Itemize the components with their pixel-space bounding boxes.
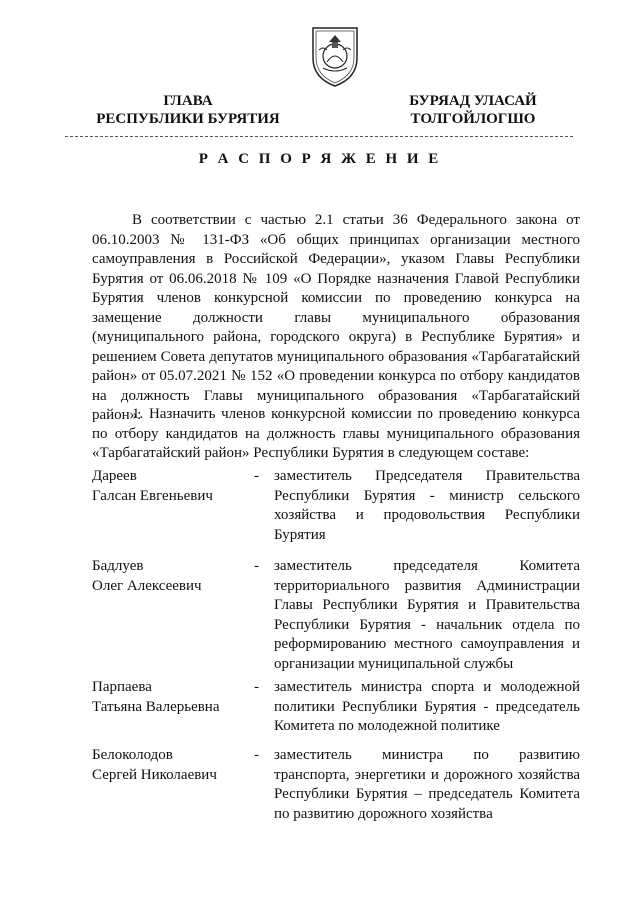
member-position: заместитель министра по развитию транспорта, энергетики и дорожного хозяйства Республики Бурятия – председатель Комитета по развитию дорожного хозяйства xyxy=(274,747,580,822)
member-surname: Дареев xyxy=(92,468,137,484)
member-surname: Парпаева xyxy=(92,679,152,695)
member-dash: - xyxy=(254,558,259,574)
header-right-line1: БУРЯАД УЛАСАЙ xyxy=(409,93,537,109)
member-name xyxy=(92,746,242,785)
coat-of-arms-icon xyxy=(305,24,365,88)
document-title: Р А С П О Р Я Ж Е Н И Е xyxy=(198,151,442,167)
member-name xyxy=(92,557,242,596)
member-given-name: Галсан Евгеньевич xyxy=(92,487,213,504)
member-dash: - xyxy=(254,679,259,695)
member-name xyxy=(92,467,242,506)
header-left xyxy=(88,92,288,128)
header-right xyxy=(388,92,558,128)
member-position: заместитель министра спорта и молодежной политики Республики Бурятия - председатель Комитета по молодежной политике xyxy=(274,679,580,734)
preamble-paragraph: В соответствии с частью 2.1 статьи 36 Федерального закона от 06.10.2003 № 131-ФЗ «Об общих принципах организации местного самоуправления в Российской Федерации», указом Главы Республики Бурятия от 06.06.2018 № 109 «О Порядке назначения Главой Республики Бурятия членов конкурсной комиссии по проведению конкурса на замещение должности главы муниципального образования (муниципального района, городского округа) в Республике Бурятия» и решением Совета депутатов муниципального образования «Тарбагатайский район» от 05.07.2021 № 152 «О проведении конкурса по отбору кандидатов на должность Главы муниципального образования «Тарбагатайский район»: xyxy=(92,212,580,423)
member-position: заместитель Председателя Правительства Республики Бурятия - министр сельского хозяйства и продовольствия Республики Бурятия xyxy=(274,468,580,543)
member-dash: - xyxy=(254,468,259,484)
member-dash: - xyxy=(254,747,259,763)
member-surname: Белоколодов xyxy=(92,747,173,763)
member-given-name: Сергей Николаевич xyxy=(92,766,217,783)
header-divider xyxy=(65,136,573,137)
header-right-line2: ТОЛГОЙЛОГШО xyxy=(410,111,536,127)
member-surname: Бадлуев xyxy=(92,558,144,574)
point-1-paragraph: 1. Назначить членов конкурсной комиссии по проведению конкурса по отбору кандидатов на должность главы муниципального образования «Тарбагатайский район» Республики Бурятия в следующем составе: xyxy=(92,406,580,461)
member-position: заместитель председателя Комитета территориального развития Администрации Главы Республики Бурятия и Правительства Республики Бурятия - начальник отдела по реформированию местного самоуправления и организации муниципальной службы xyxy=(274,558,580,672)
member-name xyxy=(92,678,242,717)
member-given-name: Олег Алексеевич xyxy=(92,577,202,594)
member-given-name: Татьяна Валерьевна xyxy=(92,698,220,715)
header-left-line2: РЕСПУБЛИКИ БУРЯТИЯ xyxy=(96,111,280,127)
header-left-line1: ГЛАВА xyxy=(163,93,213,109)
